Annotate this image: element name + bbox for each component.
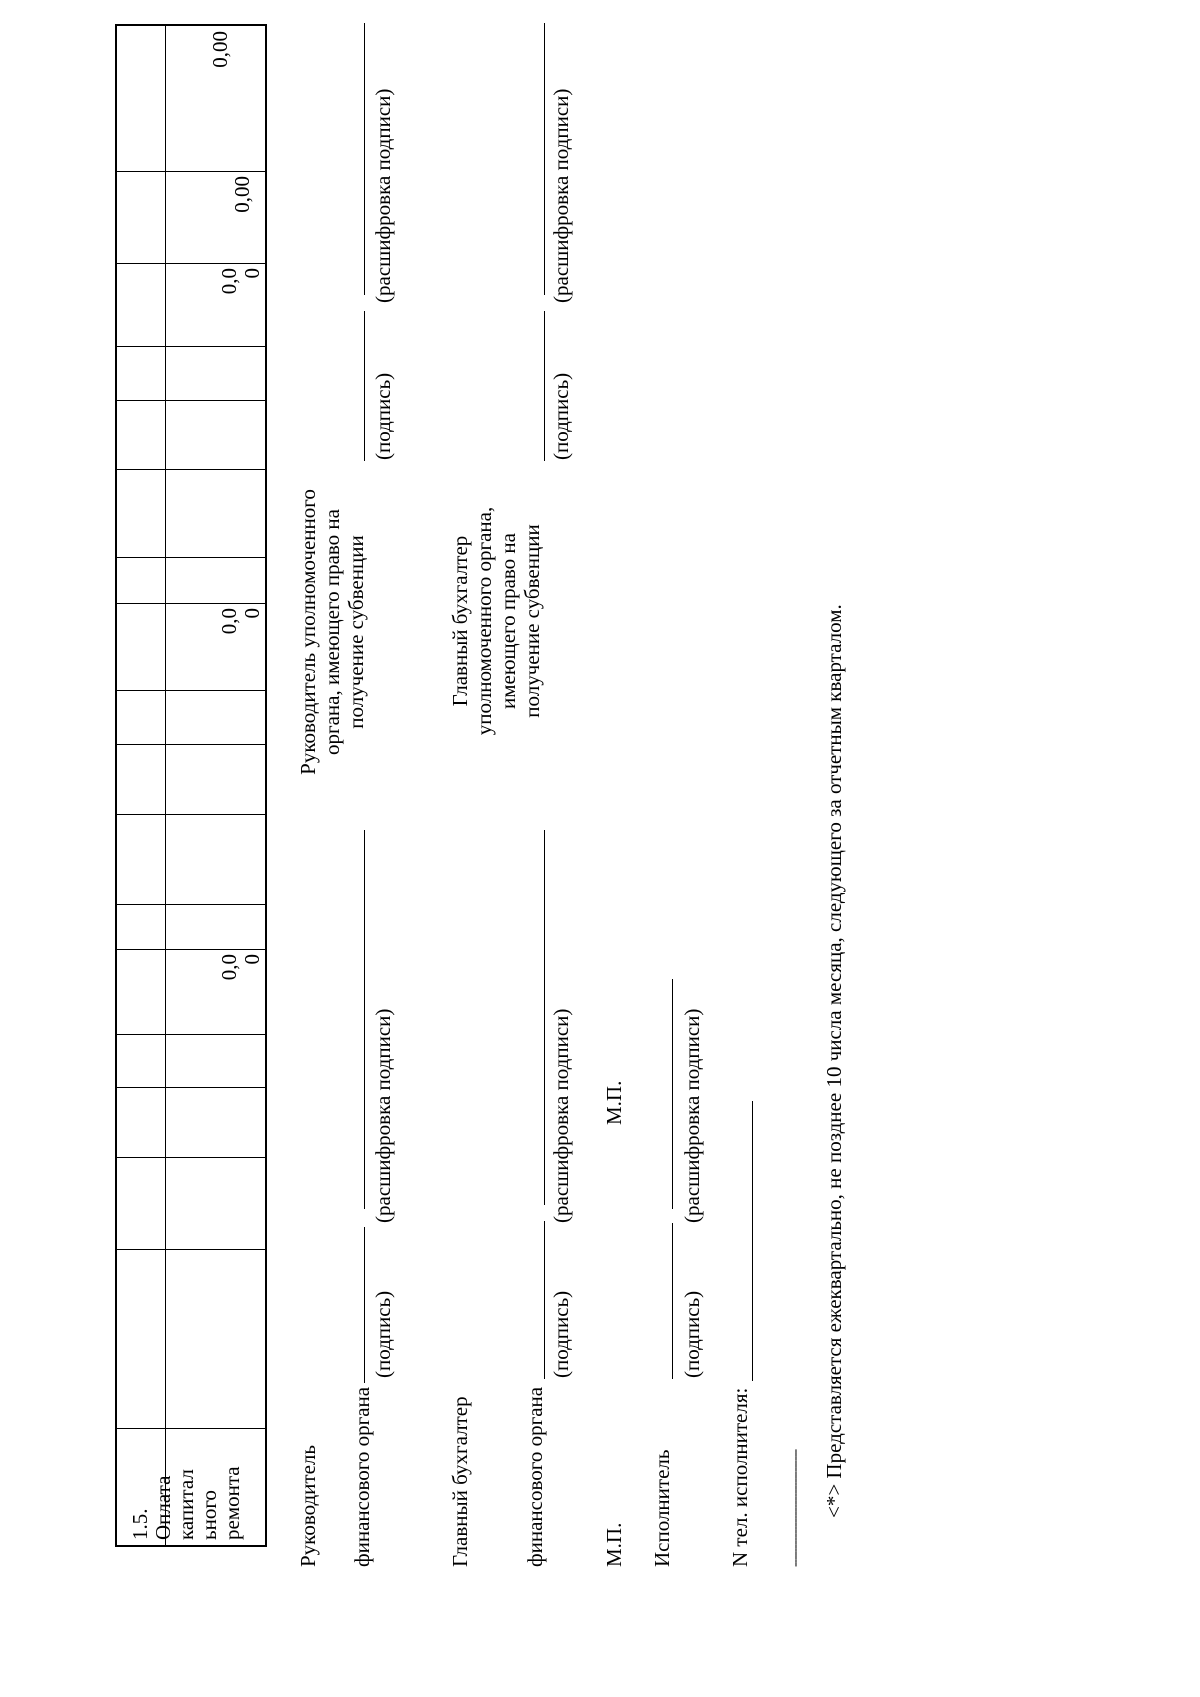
signature-decode-caption: (расшифровка подписи)	[371, 88, 395, 303]
signature-line	[544, 830, 545, 1205]
row-label-line: капитал	[174, 1469, 198, 1540]
signature-decode-caption: (расшифровка подписи)	[549, 88, 573, 303]
signature-decode-caption: (расшифровка подписи)	[549, 1008, 573, 1223]
signature-line	[364, 311, 365, 461]
footnote-separator: --------------------------------	[788, 1449, 803, 1567]
footnote: <*> Представляется ежеквартально, не позднее 10 числа месяца, следующего за отчетным кварталом.	[822, 604, 846, 1518]
value-line: 0,0	[217, 608, 241, 635]
data-table	[115, 24, 267, 1547]
signature-decode-caption: (расшифровка подписи)	[371, 1008, 395, 1223]
signature-decode-caption: (расшифровка подписи)	[680, 1008, 704, 1223]
auth-accountant-title	[448, 490, 544, 752]
signature-caption: (подпись)	[549, 372, 573, 460]
auth-accountant-title-line: имеющего право на	[496, 533, 520, 710]
signature-line	[364, 830, 365, 1209]
value-line: 0,0	[217, 954, 241, 981]
row-label-line: 1.5.	[128, 1508, 152, 1540]
auth-head-title-line: получение субвенции	[344, 535, 368, 729]
signature-caption: (подпись)	[371, 1290, 395, 1378]
signature-line	[544, 23, 545, 295]
signature-line	[672, 1223, 673, 1379]
auth-head-title-line: Руководитель уполномоченного	[296, 489, 320, 775]
auth-head-title-line: органа, имеющего право на	[320, 509, 344, 756]
auth-accountant-title-line: Главный бухгалтер	[448, 535, 472, 707]
executor-title: Исполнитель	[650, 1449, 674, 1567]
value-line: 0	[240, 954, 264, 965]
signature-line	[544, 311, 545, 461]
table-cell-value: 0,00	[230, 176, 254, 213]
value-line: 0,0	[217, 268, 241, 295]
table-cell-value	[218, 608, 264, 691]
auth-accountant-title-line: получение субвенции	[520, 524, 544, 718]
row-label-line: Оплата	[151, 1475, 175, 1540]
table-cell-value	[218, 954, 264, 1035]
stamp-placeholder: М.П.	[602, 1080, 626, 1125]
fin-head-title: финансового органа	[350, 1386, 374, 1567]
auth-accountant-title-line: уполномоченного органа,	[472, 506, 496, 736]
value-line: 0	[240, 608, 264, 619]
table-cell-value	[218, 268, 264, 347]
signature-caption: (подпись)	[680, 1290, 704, 1378]
value-line: 0	[240, 268, 264, 279]
signature-caption: (подпись)	[371, 372, 395, 460]
signature-line	[364, 1227, 365, 1383]
auth-head-title	[296, 467, 368, 797]
stamp-placeholder: М.П.	[602, 1522, 626, 1567]
fin-accountant-title: Главный бухгалтер	[448, 1396, 472, 1567]
signature-caption: (подпись)	[549, 1290, 573, 1378]
signature-line	[672, 979, 673, 1209]
phone-line	[752, 1101, 753, 1381]
fin-accountant-title: финансового органа	[523, 1386, 547, 1567]
table-cell-value: 0,00	[208, 31, 232, 68]
fin-head-title: Руководитель	[296, 1445, 320, 1567]
signature-line	[364, 23, 365, 295]
row-label	[129, 1432, 244, 1540]
phone-label: N тел. исполнителя:	[728, 1387, 752, 1567]
row-label-line: ремонта	[220, 1466, 244, 1540]
signature-line	[544, 1221, 545, 1379]
row-label-line: ьного	[197, 1490, 221, 1540]
